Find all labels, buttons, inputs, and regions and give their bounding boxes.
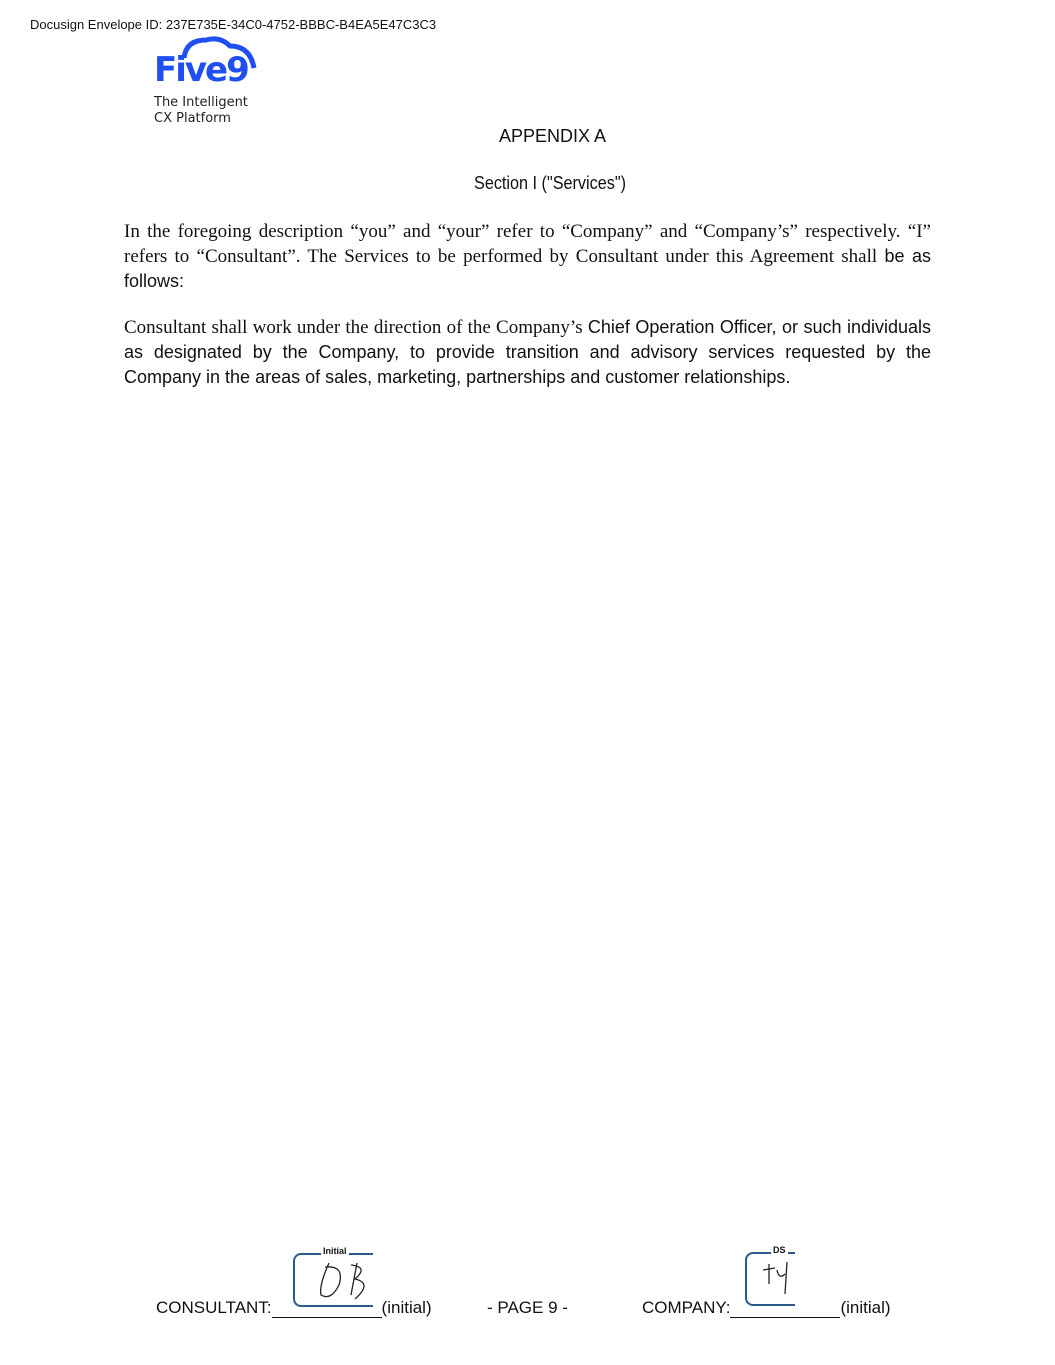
logo-tagline — [154, 95, 248, 127]
section-heading: Section I ("Services") — [474, 173, 626, 193]
consultant-label: CONSULTANT: — [156, 1298, 272, 1317]
tagline-line-2: CX Platform — [154, 111, 231, 126]
five9-logo — [154, 34, 264, 129]
logo-wordmark: Five9 — [154, 50, 248, 90]
initial-suffix: (initial) — [381, 1298, 432, 1317]
appendix-title: APPENDIX A — [498, 126, 607, 146]
consultant-initial-line — [156, 1298, 432, 1318]
stamp-label: Initial — [323, 1246, 347, 1256]
paragraph-2-tail: Chief Operation Officer, or such individuals as designated by the Company, to provide transition and advisory services requested by the Company in the areas of sales, marketing, partnerships and customer relationships. — [124, 317, 932, 387]
paragraph-2-text: Consultant shall work under the direction of the Company’s — [124, 317, 588, 338]
page-number: - PAGE 9 - — [487, 1298, 568, 1317]
stamp-label: DS — [773, 1245, 786, 1255]
tagline-line-1: The Intelligent — [154, 95, 248, 110]
company-label: COMPANY: — [642, 1298, 731, 1317]
initial-underline — [272, 1299, 382, 1318]
company-signature — [755, 1254, 805, 1304]
envelope-id: Docusign Envelope ID: 237E735E-34C0-4752-BBBC-B4EA5E47C3C3 — [30, 17, 437, 32]
company-initial-line — [642, 1298, 891, 1318]
initial-underline — [730, 1299, 840, 1318]
paragraph-1-text: In the foregoing description “you” and “your” refer to “Company” and “Company’s” respectively. “I” refers to “Consultant”. The Services to be performed by Consultant under this Agreement shall — [124, 221, 931, 267]
paragraph-1-tail: be as follows: — [124, 246, 931, 291]
paragraph-definitions — [124, 220, 931, 294]
initial-suffix: (initial) — [840, 1298, 891, 1317]
paragraph-services — [124, 315, 931, 390]
